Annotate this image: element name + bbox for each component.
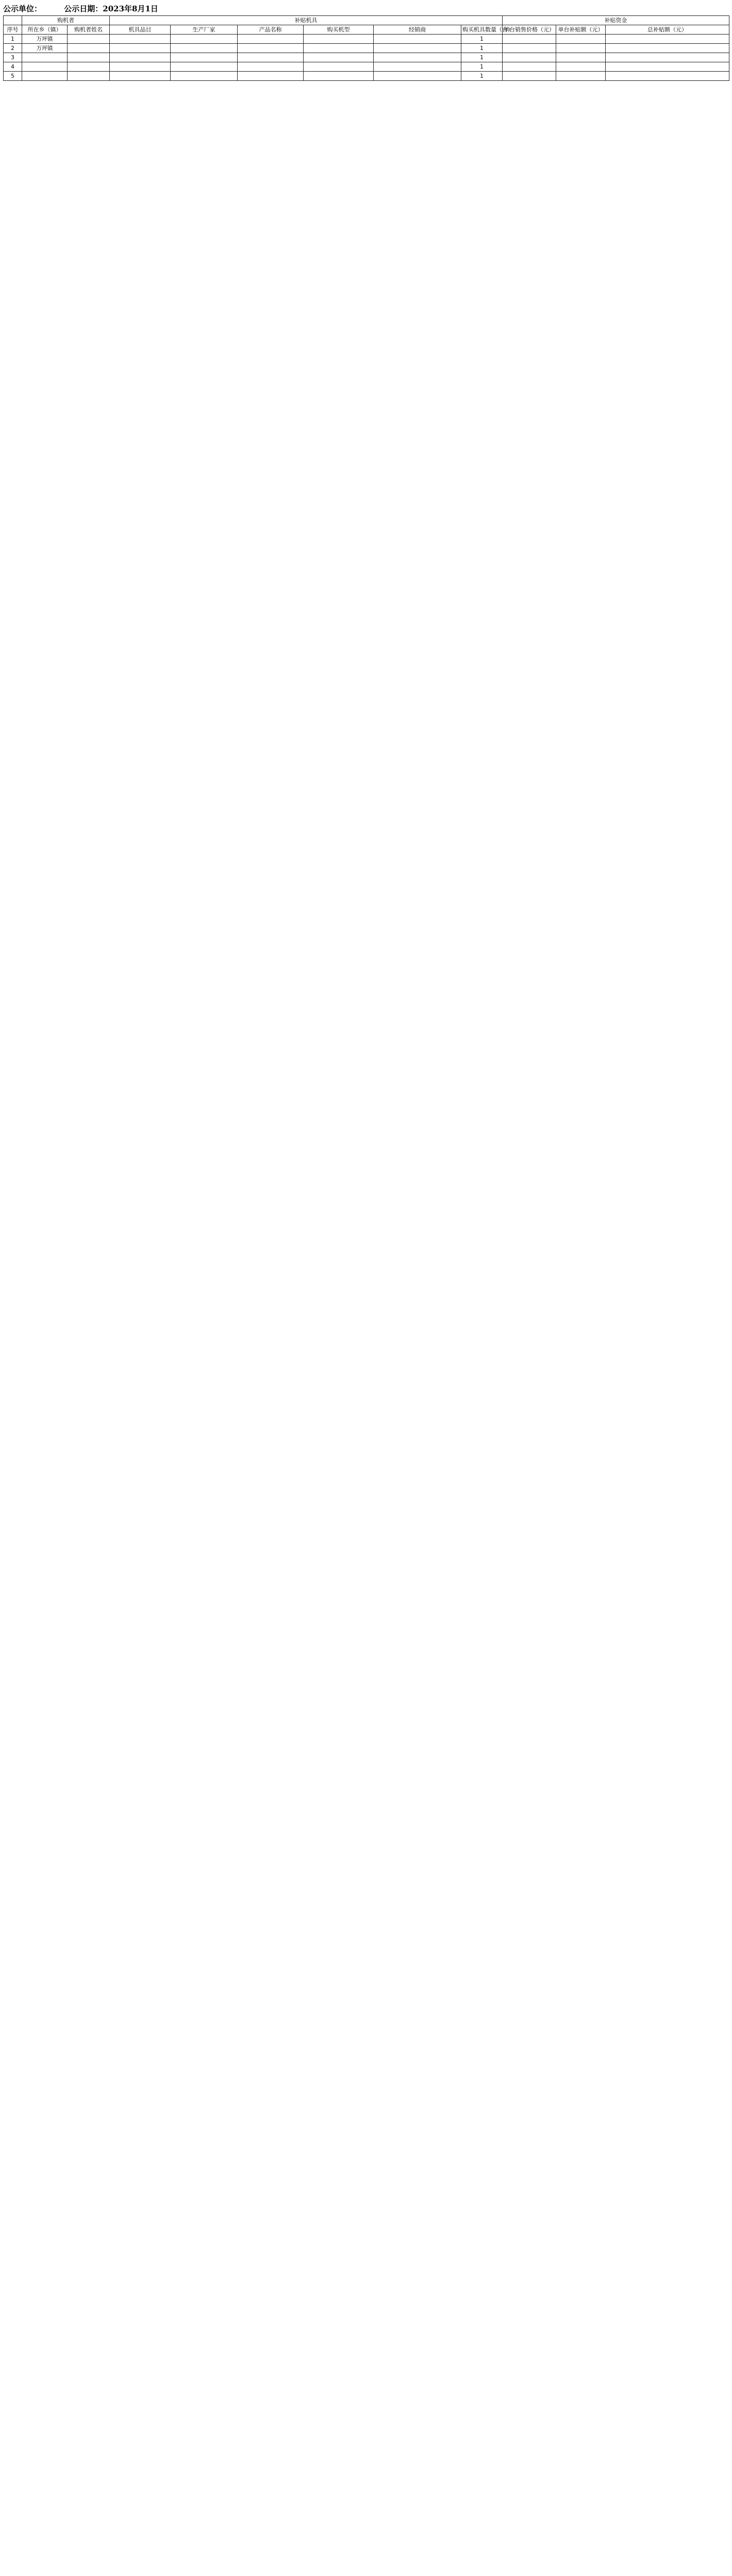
table-cell xyxy=(503,62,556,72)
table-cell xyxy=(110,72,171,81)
table-cell xyxy=(374,35,461,44)
table-cell xyxy=(22,53,68,62)
table-row xyxy=(4,53,729,62)
table-cell xyxy=(171,62,238,72)
column-header: 购机者姓名 xyxy=(68,25,110,35)
table-cell xyxy=(556,44,606,53)
table-cell xyxy=(171,35,238,44)
table-cell xyxy=(374,72,461,81)
table-cell xyxy=(304,72,374,81)
table-cell xyxy=(556,53,606,62)
table-cell xyxy=(238,53,304,62)
column-header: 购买机具数量（台） xyxy=(461,25,503,35)
table-cell xyxy=(68,62,110,72)
table-cell xyxy=(238,72,304,81)
column-header-row xyxy=(4,25,729,35)
table-cell: 2 xyxy=(4,44,22,53)
blank-header xyxy=(4,16,22,25)
subsidy-table xyxy=(3,15,729,81)
machine-group-header: 补贴机具 xyxy=(110,16,503,25)
table-cell xyxy=(110,62,171,72)
table-cell: 1 xyxy=(461,53,503,62)
table-cell xyxy=(374,44,461,53)
table-cell: 4 xyxy=(4,62,22,72)
table-cell xyxy=(68,53,110,62)
publish-date: 公示日期：2023年8月1日 xyxy=(64,4,158,13)
subsidy-group-header: 补贴资金 xyxy=(503,16,729,25)
table-cell xyxy=(606,44,729,53)
table-body xyxy=(4,35,729,81)
publish-unit: 公示单位： xyxy=(3,4,42,13)
column-header: 序号 xyxy=(4,25,22,35)
table-row xyxy=(4,62,729,72)
table-cell xyxy=(606,72,729,81)
table-cell xyxy=(304,53,374,62)
column-header: 产品名称 xyxy=(238,25,304,35)
column-header: 所在乡（镇） xyxy=(22,25,68,35)
table-cell: 3 xyxy=(4,53,22,62)
table-cell xyxy=(304,62,374,72)
table-cell: 万坪镇 xyxy=(22,44,68,53)
group-header-row xyxy=(4,16,729,25)
column-header: 单台补贴额（元） xyxy=(556,25,606,35)
table-cell: 1 xyxy=(461,72,503,81)
table-cell: 5 xyxy=(4,72,22,81)
table-cell xyxy=(503,44,556,53)
column-header: 生产厂家 xyxy=(171,25,238,35)
table-cell: 万坪镇 xyxy=(22,35,68,44)
table-row xyxy=(4,44,729,53)
table-cell xyxy=(304,44,374,53)
buyer-group-header: 购机者 xyxy=(22,16,110,25)
table-cell xyxy=(556,62,606,72)
table-cell xyxy=(503,53,556,62)
column-header: 总补贴额（元） xyxy=(606,25,729,35)
table-cell xyxy=(68,72,110,81)
table-row xyxy=(4,35,729,44)
column-header: 机具品目 xyxy=(110,25,171,35)
table-cell xyxy=(171,72,238,81)
table-cell xyxy=(171,53,238,62)
table-cell xyxy=(110,44,171,53)
table-cell xyxy=(68,35,110,44)
table-cell xyxy=(606,35,729,44)
table-cell xyxy=(238,35,304,44)
table-cell xyxy=(606,62,729,72)
table-cell xyxy=(503,35,556,44)
table-cell xyxy=(110,53,171,62)
table-cell xyxy=(374,53,461,62)
table-cell: 1 xyxy=(461,62,503,72)
table-cell: 1 xyxy=(461,35,503,44)
table-cell xyxy=(68,44,110,53)
table-cell xyxy=(238,44,304,53)
table-cell xyxy=(556,35,606,44)
table-cell xyxy=(22,72,68,81)
table-row xyxy=(4,72,729,81)
column-header: 经销商 xyxy=(374,25,461,35)
table-cell xyxy=(374,62,461,72)
table-cell xyxy=(238,62,304,72)
table-cell xyxy=(556,72,606,81)
table-cell xyxy=(110,35,171,44)
page-header xyxy=(3,3,178,14)
table-cell: 1 xyxy=(4,35,22,44)
table-cell xyxy=(171,44,238,53)
table-cell xyxy=(606,53,729,62)
table-cell: 1 xyxy=(461,44,503,53)
column-header: 购买机型 xyxy=(304,25,374,35)
column-header: 单台销售价格（元） xyxy=(503,25,556,35)
table-cell xyxy=(22,62,68,72)
table-cell xyxy=(304,35,374,44)
table-cell xyxy=(503,72,556,81)
